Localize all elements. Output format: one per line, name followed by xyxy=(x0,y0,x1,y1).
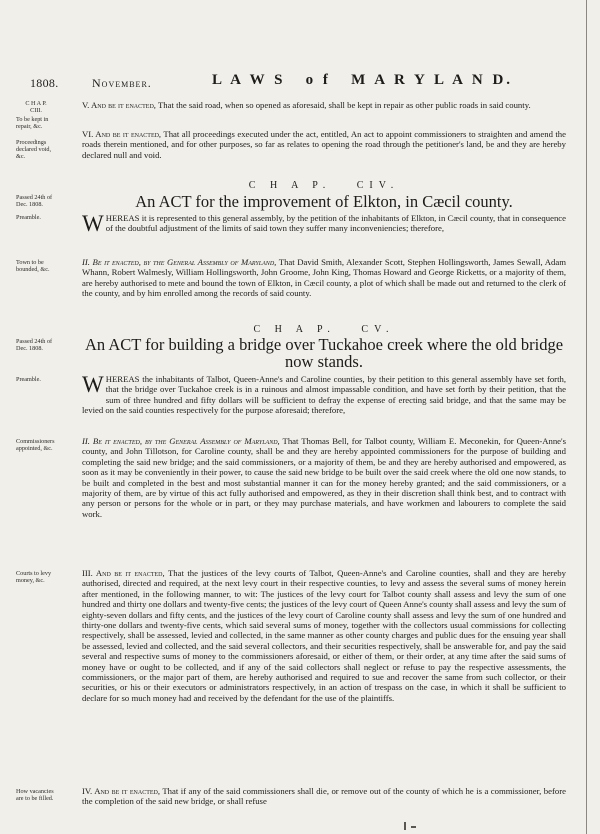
header-year: 1808. xyxy=(30,76,59,90)
ink-mark xyxy=(411,826,416,828)
page-edge-rule xyxy=(586,0,587,834)
section-vi xyxy=(82,129,566,160)
margin-courts-levy: Courts to levy money, &c. xyxy=(16,570,52,584)
header-month: November. xyxy=(92,76,152,90)
margin-proceedings: Proceedings declared void, &c. xyxy=(16,139,52,160)
section-vi-lead: VI. And be it enacted, xyxy=(82,129,162,139)
cv-preamble-text: HEREAS the inhabitants of Talbot, Queen-Anne's and Caroline counties, by their petition to this general assembly have set forth, that the bridge over Tuckahoe creek is in a ruinous and almost impassable condition, and have set forth by their petition, that the sum of three hundred and fifty dollars will be sufficient to defray the expense of erecting said bridge, and that the same may be levied on the said counties respectively for the purpose aforesaid; therefore, xyxy=(82,374,566,416)
margin-preamble-cv: Preamble. xyxy=(16,376,41,383)
chapter-civ-heading: C H A P. CIV. xyxy=(248,180,400,191)
civ-section-ii xyxy=(82,257,566,299)
section-v xyxy=(82,100,566,110)
margin-passed-cv: Passed 24th of Dec. 1808. xyxy=(16,338,53,352)
margin-commissioners: Commissioners appointed, &c. xyxy=(16,438,55,452)
cv-section-iii xyxy=(82,568,566,703)
cv-drop-cap: W xyxy=(82,372,104,397)
running-header xyxy=(30,72,570,92)
civ-preamble-text: HEREAS it is represented to this general assembly, by the petition of the inhabitants of Elkton, in Cæcil county, that in consequence of the doubtful adjustment of the limits of said town they suffer many inconveniencies; therefore, xyxy=(105,213,566,234)
margin-town-bounded: Town to be bounded, &c. xyxy=(16,259,50,273)
margin-preamble-civ: Preamble. xyxy=(16,214,41,221)
cv-section-iv-text: That if any of the said commissioners shall die, or remove out of the county of which he is a commissioner, before the completion of the said new bridge, or shall refuse xyxy=(82,786,566,807)
margin-passed-civ: Passed 24th of Dec. 1808. xyxy=(16,194,53,208)
cv-section-iii-lead: III. And be it enacted, xyxy=(82,568,165,578)
cv-section-ii xyxy=(82,436,566,519)
margin-chap-ciii: C H A P. CIII. xyxy=(25,100,47,114)
cv-section-iv xyxy=(82,786,566,807)
cv-preamble xyxy=(82,374,566,416)
cv-section-iii-text: That the justices of the levy courts of Talbot, Queen-Anne's and Caroline counties, shall and they are hereby authorised, directed and required, at the next levy court in their respective counties, to levy and assess the several sums of money herein after mentioned, in the following manner, to wit: The justices of the levy court for Talbot county shall assess and levy the sum of one hundred and thirty one dollars and twenty-five cents; the justices of the levy court of Queen Anne's county shall assess and levy the sum of eighty-seven dollars and fifty cents, and the justices of the levy court of Caroline county shall assess and levy the sum of one hundred and thirty-one dollars and twenty-five cents, which said several sums of money, together with the collectors usual commissions for collecting respectively, shall be assessed, levied and collected, in the same manner as other county charges and public dues for the ensuing year shall be assessed, levied and collected, and the said several collectors, and their securities respectively, shall be answerable for, and pay the said several and respective sums of money to the commissioners aforesaid, or either of them, or their order, at any time after the said sums of money have or ought to be collected, and if any of the said collectors shall neglect or refuse to pay the respective assessments, the commissioners, or the major part of them, are hereby authorised and required to sue and recover the same from such collector, or their securities, or his or their executors or administrators respectively, in an action of trespass on the case, in which it shall be sufficient to declare for so much money had and received by the defendant for the use of the plaintiffs. xyxy=(82,568,566,703)
section-v-lead: V. And be it enacted, xyxy=(82,100,156,110)
section-vi-text: That all proceedings executed under the act, entitled, An act to appoint commissioners to straighten and amend the roads therein mentioned, and for other purposes, so far as relates to opening the road through the petitioner's land, be and they are hereby declared null and void. xyxy=(82,129,566,160)
civ-preamble xyxy=(82,213,566,234)
section-v-text: That the said road, when so opened as aforesaid, shall be kept in repair as other public roads in said county. xyxy=(155,100,531,110)
cv-section-iv-lead: IV. And be it enacted, xyxy=(82,786,161,796)
cv-section-ii-lead: II. Be it enacted, by the General Assembly of Maryland, xyxy=(82,436,280,446)
civ-section-ii-lead: II. Be it enacted, by the General Assembly of Maryland, xyxy=(82,257,277,267)
ink-mark xyxy=(404,822,406,830)
margin-to-be-kept: To be kept in repair, &c. xyxy=(16,116,49,130)
act-cv-title: An ACT for building a bridge over Tuckahoe creek where the old bridge now stands. xyxy=(84,335,564,371)
civ-section-ii-text: That David Smith, Alexander Scott, Stephen Hollingsworth, James Sewall, Adam Whann, Robert Walmesly, William Hollingsworth, John Groome, John King, Thomas Howard and George Ricketts, or a majority of them, are hereby authorised to mete and bound the town of Elkton, in Cæcil county, a plot of which shall be made out and returned to the clerk of the county, and by him enrolled among the records of said county. xyxy=(82,257,566,299)
act-civ-title: An ACT for the improvement of Elkton, in Cæcil county. xyxy=(135,192,513,211)
cv-section-ii-text: That Thomas Bell, for Talbot county, William E. Meconekin, for Queen-Anne's county, and John Tillotson, for Caroline county, shall be and they are hereby appointed commissioners for the purpose of building and completing the said new bridge; and the said commissioners, or a majority of them, be and they are hereby authorised and empowered, as soon as it may be conveniently in their power, to cause the said new bridge to be built over the said creek where the old one now stands, to be built and completed in the best and most substantial manner it can for the money hereby granted; and the said commissioners, or a majority of them, are by virtue of this act fully authorised and empowered, as they in their discretion shall think best, and to contract with any person or persons for the whole or in part, or they may purchase materials, and have workmen and labourers to complete the said work. xyxy=(82,436,566,519)
header-title: L A W S o f M A R Y L A N D. xyxy=(212,72,514,88)
chapter-cv-heading: C H A P. CV. xyxy=(253,324,395,335)
margin-vacancies: How vacancies are to be filled. xyxy=(16,788,54,802)
civ-drop-cap: W xyxy=(82,211,104,236)
